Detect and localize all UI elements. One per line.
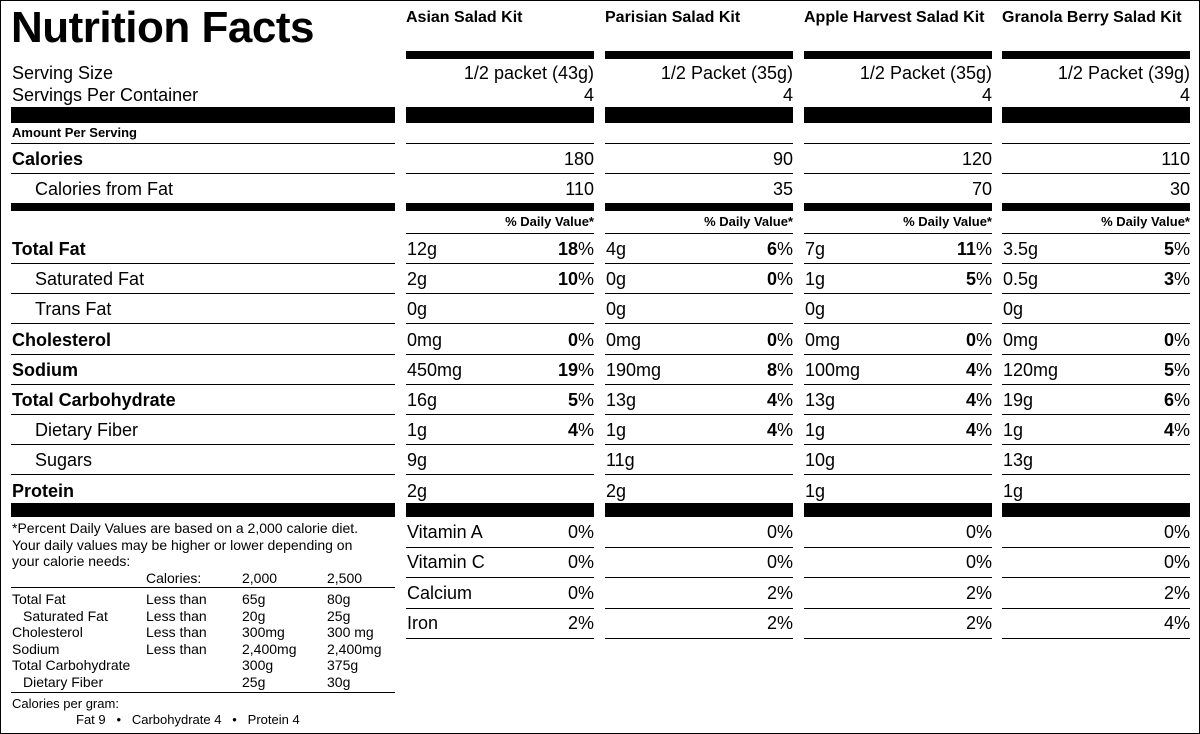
percent-sign: % [975,420,992,441]
servings-per-container-label: Servings Per Container [12,85,199,105]
vitamin-value: 2% [766,612,793,633]
daily-value-number: 6 [766,239,777,259]
vitamin-value: 0% [965,552,992,573]
footnote-2000-value: 20g [242,607,266,624]
divider [1002,143,1190,144]
divider [11,474,395,475]
divider [406,547,594,548]
divider [1002,547,1190,548]
percent-sign: % [975,359,992,380]
nutrient-amount: 0mg [407,329,443,350]
daily-value-percent [1002,421,1190,439]
daily-value-header: % Daily Value* [1101,214,1190,229]
medium-divider [11,203,395,211]
divider [1002,293,1190,294]
daily-value-percent [804,270,992,288]
footnote-qualifier: Less than [146,591,207,607]
daily-value-number: 0 [965,329,976,350]
daily-value-number: 0 [1163,329,1174,350]
nutrient-label: Saturated Fat [35,269,145,290]
divider [605,293,793,294]
divider [804,444,992,445]
divider [605,143,793,144]
medium-divider [406,51,594,59]
daily-value-percent [1002,331,1190,349]
divider [406,474,594,475]
calories-from-fat-value: 70 [971,179,992,199]
percent-sign: % [1173,390,1190,410]
vitamin-value: 0% [1163,552,1190,573]
divider [804,474,992,475]
daily-value-percent [406,331,594,349]
daily-value-number: 5 [965,269,976,290]
daily-value-number: 5 [567,390,578,410]
vitamin-value: 0% [766,522,793,542]
divider [406,263,594,264]
nutrient-amount: 450mg [407,359,463,380]
divider [406,414,594,415]
calories-per-gram-title: Calories per gram: [12,696,119,711]
divider [406,323,594,324]
servings-value: 4 [981,85,992,105]
vitamin-label: Vitamin A [407,522,483,542]
percent-sign: % [975,239,992,259]
product-name: Parisian Salad Kit [605,9,741,26]
nutrient-amount: 1g [1003,420,1024,441]
footnote-calories-header: Calories: [146,570,202,586]
calories-value: 110 [1161,149,1190,169]
nutrient-amount: 0.5g [1003,269,1039,290]
nutrient-amount: 9g [407,450,428,471]
daily-value-percent [406,240,594,258]
daily-value-number: 0 [766,269,777,290]
nutrient-amount: 2g [606,480,627,501]
daily-value-percent [406,391,594,409]
percent-sign: % [776,390,793,410]
nutrient-amount: 16g [407,390,438,410]
footnote-nutrient: Total Fat [12,591,66,607]
daily-value-number: 3 [1163,269,1174,290]
divider [1002,384,1190,385]
percent-sign: % [577,269,594,290]
daily-value-percent [1002,391,1190,409]
nutrient-amount: 0mg [606,329,642,350]
nutrient-amount: 100mg [805,359,861,380]
percent-sign: % [776,329,793,350]
divider [11,587,395,588]
divider [11,263,395,264]
percent-sign: % [1173,239,1190,259]
daily-value-percent [804,240,992,258]
nutrient-amount: 1g [805,480,826,501]
percent-sign: % [776,420,793,441]
daily-value-number: 11 [956,239,976,259]
divider [1002,173,1190,174]
nutrient-amount: 13g [805,390,836,410]
nutrient-amount: 3.5g [1003,239,1039,259]
medium-divider [605,51,793,59]
thick-divider [11,503,395,517]
divider [804,293,992,294]
daily-value-number: 8 [766,359,777,380]
footnote-2000-value: 2,400mg [242,640,297,657]
daily-value-percent [804,361,992,379]
nutrient-amount: 2g [407,269,428,290]
medium-divider [406,203,594,211]
daily-value-percent [605,240,793,258]
vitamin-value: 0% [567,552,594,573]
nutrient-amount: 7g [805,239,826,259]
footnote-2500-header: 2,500 [327,570,363,586]
footnote-nutrient: Sodium [12,640,60,657]
vitamin-label: Vitamin C [407,552,485,573]
percent-sign: % [776,359,793,380]
nutrient-amount: 1g [606,420,627,441]
daily-value-number: 10 [557,269,578,290]
divider [11,384,395,385]
divider [11,444,395,445]
daily-value-percent [804,331,992,349]
nutrient-amount: 1g [1003,480,1024,501]
daily-value-percent [406,421,594,439]
divider [406,384,594,385]
calories-value: 120 [961,149,992,169]
percent-sign: % [975,390,992,410]
daily-value-number: 4 [1163,420,1174,441]
daily-value-header: % Daily Value* [505,214,594,229]
daily-value-percent [605,421,793,439]
nutrient-amount: 0mg [805,329,841,350]
nutrient-label: Total Fat [12,239,86,259]
nutrient-amount: 13g [1003,450,1034,471]
divider [605,608,793,609]
daily-value-number: 4 [965,420,976,441]
divider [804,384,992,385]
calories-from-fat-label: Calories from Fat [35,179,174,199]
footnote-2500-value: 30g [327,673,351,690]
nutrient-amount: 0mg [1003,329,1039,350]
calories-from-fat-value: 35 [772,179,793,199]
servings-value: 4 [1179,85,1190,105]
footnote-nutrient: Saturated Fat [23,607,108,624]
daily-value-number: 5 [1163,239,1174,259]
daily-value-percent [804,421,992,439]
divider [11,414,395,415]
percent-sign: % [776,269,793,290]
nutrient-label: Dietary Fiber [35,420,139,441]
daily-value-header: % Daily Value* [903,214,992,229]
divider [11,143,395,144]
percent-sign: % [577,329,594,350]
nutrient-amount: 0g [606,269,627,290]
footnote-line-1: *Percent Daily Values are based on a 2,000 calorie diet. [12,520,359,536]
divider [11,692,395,693]
medium-divider [1002,51,1190,59]
daily-value-number: 4 [965,390,976,410]
vitamin-value: 2% [965,582,992,603]
divider [605,173,793,174]
nutrient-amount: 0g [805,299,826,320]
thick-divider [1002,503,1190,517]
medium-divider [804,51,992,59]
nutrient-label: Trans Fat [35,299,112,320]
nutrient-amount: 1g [407,420,428,441]
divider [1002,638,1190,639]
footnote-2500-value: 25g [327,607,351,624]
percent-sign: % [776,239,793,259]
vitamin-value: 2% [766,582,793,603]
divider [1002,263,1190,264]
nutrient-label: Cholesterol [12,329,112,350]
daily-value-percent [1002,361,1190,379]
divider [804,233,992,234]
nutrient-amount: 0g [407,299,428,320]
divider [804,577,992,578]
percent-sign: % [1173,329,1190,350]
daily-value-percent [605,391,793,409]
thick-divider [1002,107,1190,123]
calories-per-gram-values: Fat 9 • Carbohydrate 4 • Protein 4 [76,712,300,727]
nutrient-label: Sodium [12,359,78,380]
nutrient-label: Sugars [35,450,93,471]
percent-sign: % [577,239,594,259]
divider [605,474,793,475]
percent-sign: % [1173,359,1190,380]
divider [1002,233,1190,234]
divider [1002,354,1190,355]
nutrient-amount: 2g [407,480,428,501]
nutrient-amount: 190mg [606,359,662,380]
daily-value-number: 0 [766,329,777,350]
vitamin-value: 2% [567,612,594,633]
divider [1002,444,1190,445]
percent-sign: % [975,269,992,290]
daily-value-percent [605,270,793,288]
divider [804,547,992,548]
product-name: Granola Berry Salad Kit [1002,9,1182,26]
percent-sign: % [577,420,594,441]
footnote-qualifier: Less than [146,640,207,657]
daily-value-percent [605,361,793,379]
footnote-line-3: your calorie needs: [12,553,131,569]
divider [406,638,594,639]
medium-divider [804,203,992,211]
divider [406,577,594,578]
daily-value-percent [406,361,594,379]
product-name: Apple Harvest Salad Kit [804,9,985,26]
nutrient-amount: 1g [805,269,826,290]
divider [804,143,992,144]
thick-divider [406,503,594,517]
serving-size-value: 1/2 packet (43g) [463,63,594,83]
calories-label: Calories [12,149,84,169]
servings-value: 4 [782,85,793,105]
calories-from-fat-value: 30 [1169,179,1190,199]
amount-per-serving-label: Amount Per Serving [12,125,137,140]
footnote-nutrient: Total Carbohydrate [12,657,131,673]
nutrient-amount: 19g [1003,390,1034,410]
thick-divider [605,503,793,517]
percent-sign: % [577,390,594,410]
divider [11,323,395,324]
nutrient-amount: 13g [606,390,637,410]
divider [406,143,594,144]
divider [11,354,395,355]
daily-value-percent [406,270,594,288]
daily-value-number: 6 [1163,390,1174,410]
divider [406,354,594,355]
serving-size-value: 1/2 Packet (35g) [859,63,992,83]
divider [605,354,793,355]
daily-value-number: 0 [567,329,578,350]
daily-value-header: % Daily Value* [704,214,793,229]
footnote-2500-value: 300 mg [327,624,374,640]
daily-value-number: 4 [766,390,777,410]
divider [804,414,992,415]
nutrient-amount: 12g [407,239,438,259]
servings-value: 4 [583,85,594,105]
daily-value-number: 5 [1163,359,1174,380]
percent-sign: % [1173,420,1190,441]
nutrient-amount: 120mg [1003,359,1059,380]
percent-sign: % [975,329,992,350]
divider [804,354,992,355]
vitamin-label: Calcium [407,582,473,603]
serving-size-label: Serving Size [12,63,114,83]
nutrient-amount: 10g [805,450,836,471]
daily-value-number: 4 [965,359,976,380]
percent-sign: % [577,359,594,380]
divider [605,263,793,264]
daily-value-number: 4 [766,420,777,441]
divider [605,638,793,639]
footnote-2000-value: 25g [242,673,266,690]
medium-divider [605,203,793,211]
footnote-2000-value: 300g [242,657,274,673]
serving-size-value: 1/2 Packet (39g) [1057,63,1190,83]
divider [406,293,594,294]
footnote-2500-value: 2,400mg [327,640,382,657]
vitamin-value: 2% [965,612,992,633]
divider [804,638,992,639]
medium-divider [1002,203,1190,211]
vitamin-value: 0% [567,582,594,603]
daily-value-number: 18 [557,239,578,259]
divider [605,547,793,548]
thick-divider [804,503,992,517]
vitamin-value: 4% [1163,612,1190,633]
divider [605,444,793,445]
divider [11,293,395,294]
divider [804,323,992,324]
daily-value-percent [804,391,992,409]
divider [804,263,992,264]
footnote-2500-value: 375g [327,657,359,673]
divider [1002,474,1190,475]
divider [804,173,992,174]
divider [11,173,395,174]
percent-sign: % [1173,269,1190,290]
divider [406,444,594,445]
vitamin-value: 2% [1163,582,1190,603]
vitamin-value: 0% [567,522,594,542]
vitamin-value: 0% [766,552,793,573]
divider [406,608,594,609]
footnote-2500-value: 80g [327,591,351,607]
daily-value-number: 4 [567,420,578,441]
footnote-qualifier: Less than [146,624,207,640]
footnote-nutrient: Dietary Fiber [23,673,104,690]
footnote-nutrient: Cholesterol [12,624,83,640]
nutrient-label: Total Carbohydrate [12,390,176,410]
divider [406,173,594,174]
daily-value-percent [1002,270,1190,288]
vitamin-value: 0% [965,522,992,542]
serving-size-value: 1/2 Packet (35g) [660,63,793,83]
thick-divider [11,107,395,123]
divider [605,414,793,415]
divider [605,577,793,578]
nutrient-label: Protein [12,480,75,501]
divider [1002,577,1190,578]
divider [1002,323,1190,324]
nutrient-amount: 0g [1003,299,1024,320]
divider [406,233,594,234]
nutrient-amount: 4g [606,239,627,259]
divider [605,323,793,324]
divider [1002,608,1190,609]
daily-value-number: 19 [557,359,578,380]
thick-divider [406,107,594,123]
divider [804,608,992,609]
footnote-2000-header: 2,000 [242,570,278,586]
nutrient-amount: 11g [606,450,635,471]
nutrient-amount: 1g [805,420,826,441]
thick-divider [605,107,793,123]
thick-divider [804,107,992,123]
calories-value: 180 [563,149,594,169]
daily-value-percent [1002,240,1190,258]
footnote-qualifier: Less than [146,607,207,624]
vitamin-value: 0% [1163,522,1190,542]
nutrient-amount: 0g [606,299,627,320]
divider [1002,414,1190,415]
daily-value-percent [605,331,793,349]
page-title: Nutrition Facts [11,3,314,52]
footnote-line-2: Your daily values may be higher or lower depending on [12,537,353,553]
calories-value: 90 [772,149,793,169]
footnote-2000-value: 65g [242,591,266,607]
calories-from-fat-value: 110 [565,179,594,199]
footnote-2000-value: 300mg [242,624,285,640]
divider [605,384,793,385]
product-name: Asian Salad Kit [406,9,523,26]
divider [605,233,793,234]
vitamin-label: Iron [407,612,439,633]
